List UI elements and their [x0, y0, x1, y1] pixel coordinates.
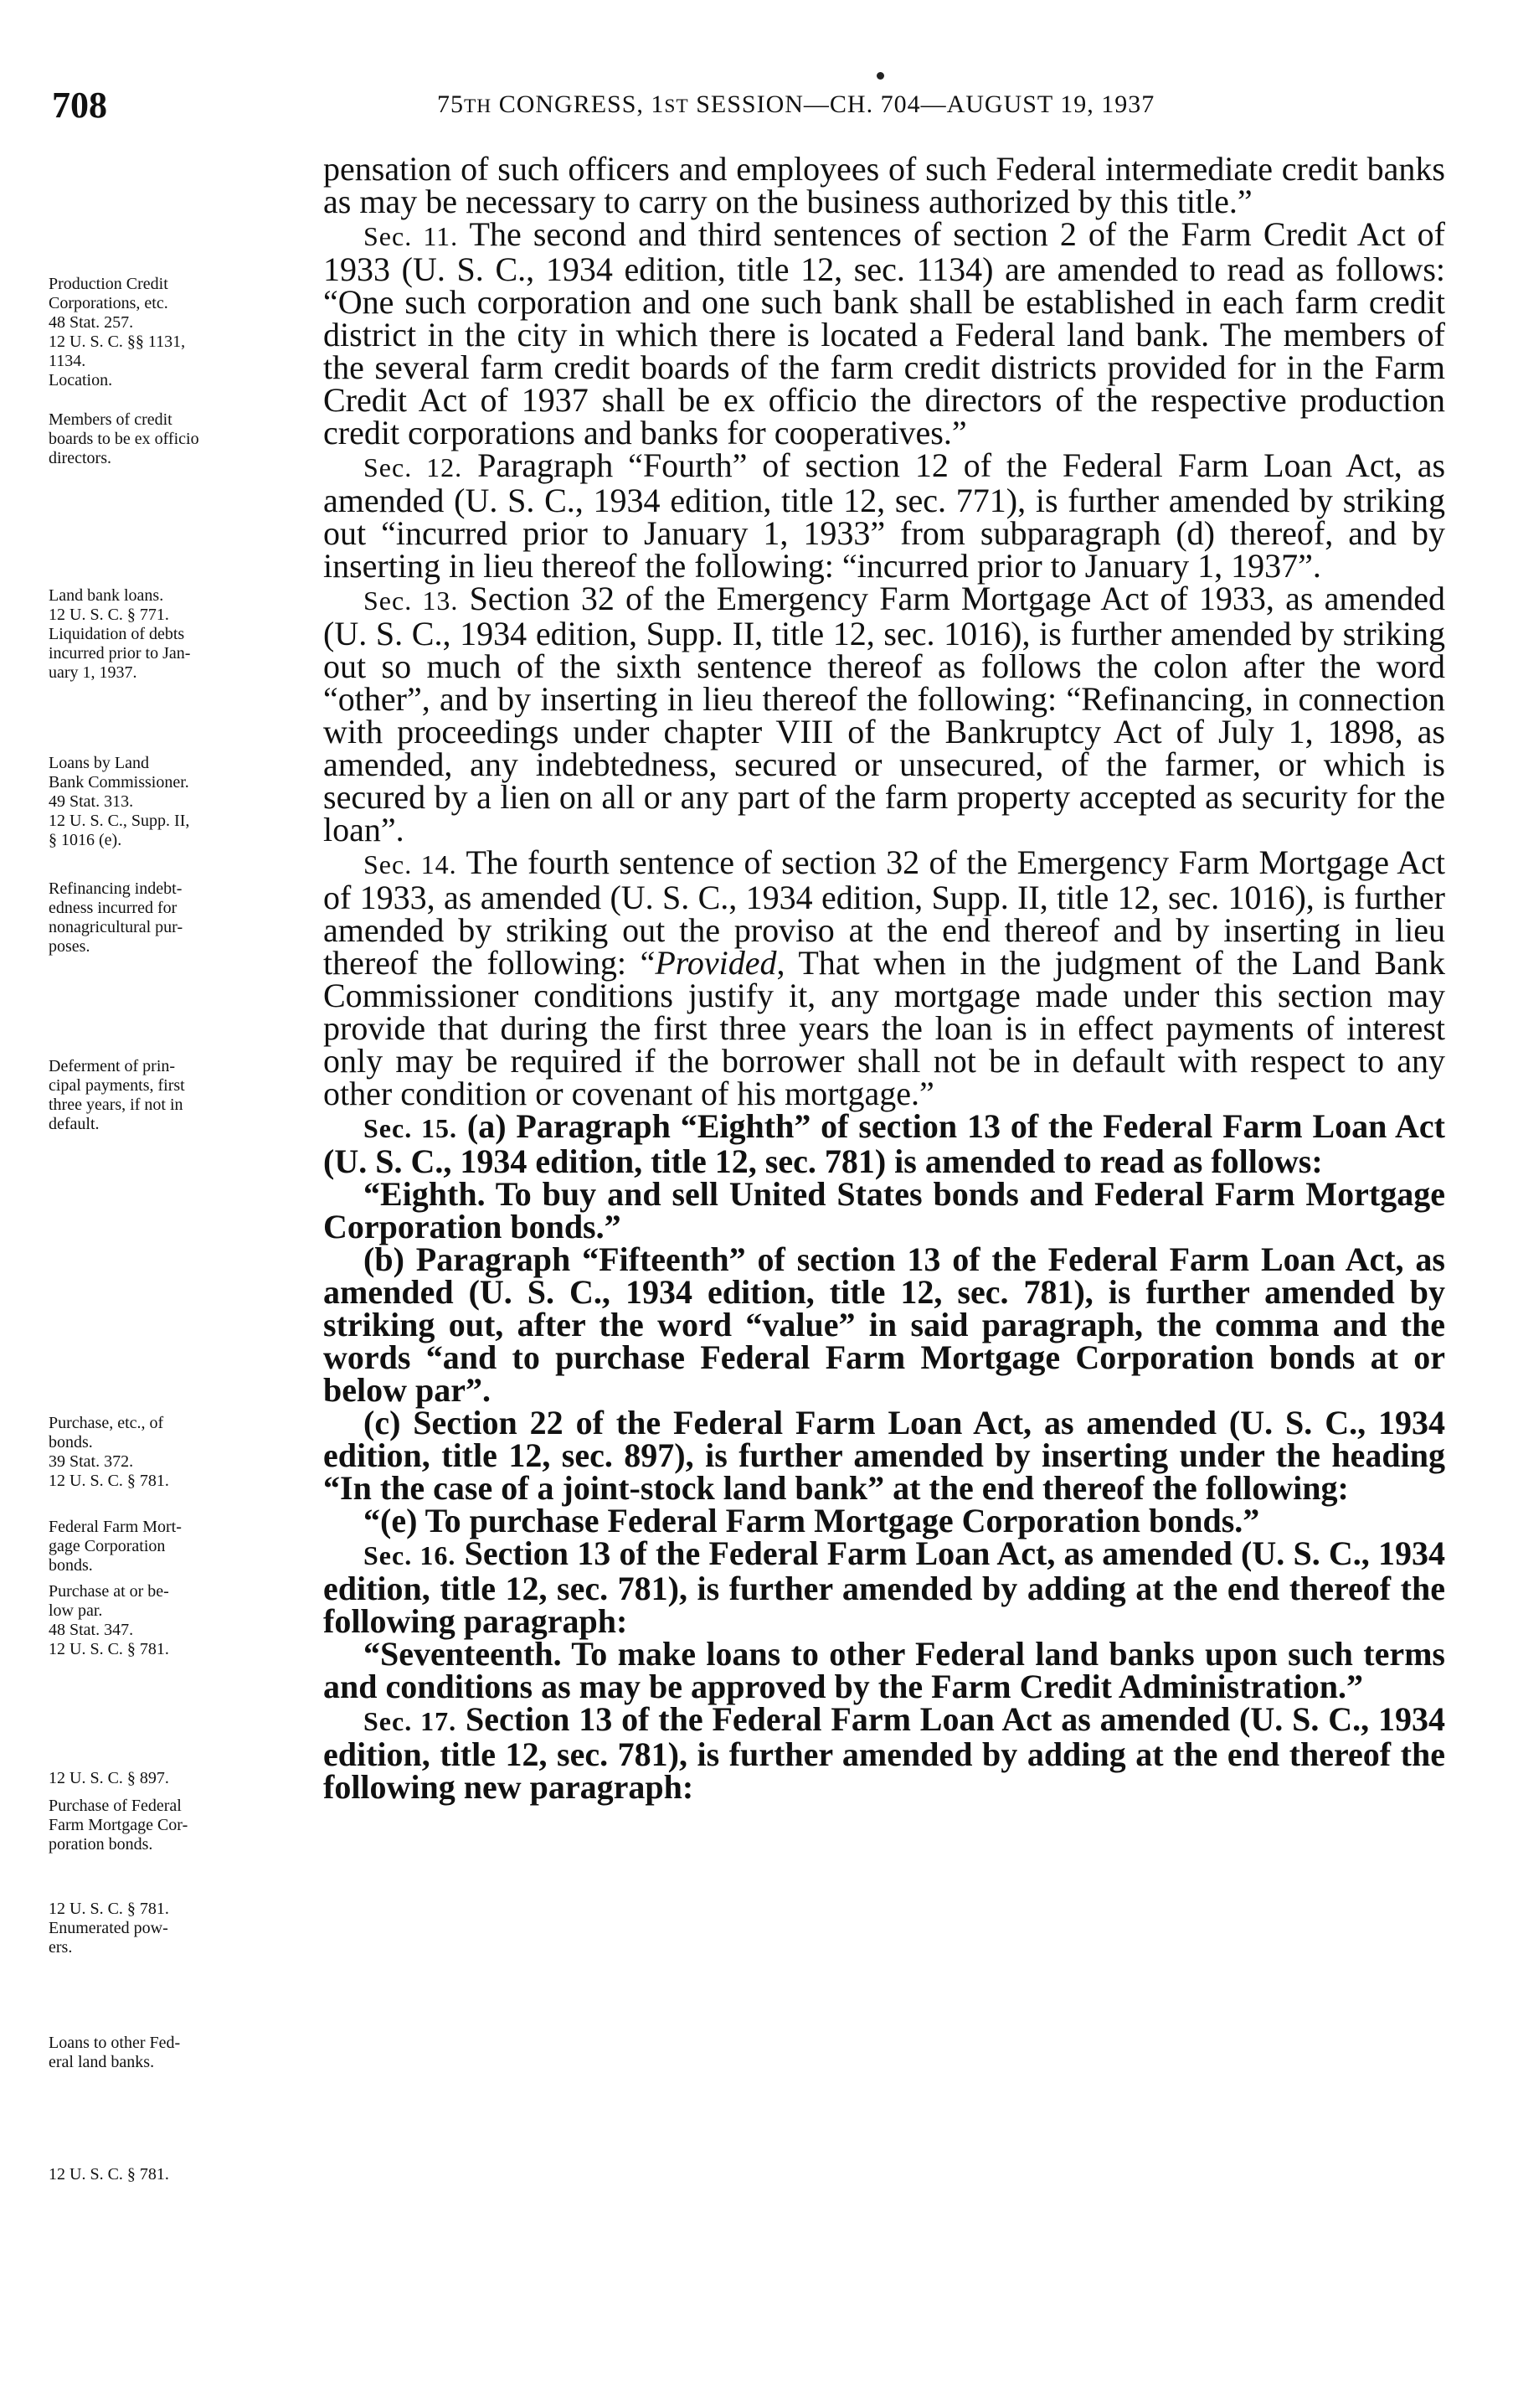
margin-note: Refinancing indebt- edness incurred for nonagricultural pur- poses. — [49, 879, 183, 956]
section-label: Sec. 11. — [363, 221, 459, 251]
section-15c-quote: “(e) To purchase Federal Farm Mortgage Corporation bonds.” — [363, 1502, 1260, 1539]
page-header — [52, 84, 1459, 134]
margin-note: 12 U. S. C. § 897. — [49, 1769, 169, 1787]
margin-note: Purchase at or be- low par. 48 Stat. 347. 12 U. S. C. § 781. — [49, 1582, 169, 1658]
section-label: Sec. 16. — [363, 1540, 456, 1570]
section-label: Sec. 14. — [363, 849, 457, 879]
section-12 — [323, 446, 1446, 585]
congress-sup: TH — [464, 95, 492, 117]
margin-note: Deferment of prin- cipal payments, first three years, if not in default. — [49, 1057, 185, 1133]
paragraph-continuation: pensation of such officers and employees of such Federal intermediate credit banks as may be necessary to carry on the business authorized by this title.” — [323, 150, 1445, 220]
section-label: Sec. 12. — [363, 452, 463, 482]
section-label: Sec. 17. — [363, 1706, 457, 1736]
section-15c: (c) Section 22 of the Federal Farm Loan Act, as amended (U. S. C., 1934 edition, title 12, sec. 897), is further amended by inserting under the heading “In the case of a joint-stock land bank” at the end thereof the following: — [323, 1404, 1445, 1507]
section-text: The fourth sentence of section 32 of the Emergency Farm Mortgage Act of 1933, as amended (U. S. C., 1934 edition, Supp. II, title 12, sec. 1016), is further amended by striking out the proviso at the end thereof and by inserting in lieu thereof the following: “ — [323, 843, 1446, 982]
print-dot-mark — [877, 72, 884, 80]
section-text: Section 13 of the Federal Farm Loan Act, as amended (U. S. C., 1934 edition, title 12, sec. 781), is further amended by adding at the end thereof the following paragraph: — [323, 1534, 1445, 1640]
margin-note: Loans by Land Bank Commissioner. 49 Stat. 313. 12 U. S. C., Supp. II, § 1016 (e). — [49, 754, 190, 849]
margin-note: Purchase of Federal Farm Mortgage Cor- poration bonds. — [49, 1797, 188, 1854]
section-text: The second and third sentences of section 2 of the Farm Credit Act of 1933 (U. S. C., 1934 edition, title 12, sec. 1134) are amended to read as follows: “One such corporation and one such bank shall be established in each farm credit district in the city in which there is located a Federal land bank. The members of the several farm credit boards of the farm credit districts provided for in the Farm Credit Act of 1937 shall be ex officio the directors of the respective production credit corporations and banks for cooperatives.” — [323, 215, 1445, 451]
section-text: Section 32 of the Emergency Farm Mortgage Act of 1933, as amended (U. S. C., 1934 edition, Supp. II, title 12, sec. 1016), is further amended by striking out so much of the sixth sentence thereof as follows the colon after the word “other”, and by inserting in lieu thereof the following: “Refinancing, in connection with proceedings under chapter VIII of the Bankruptcy Act of July 1, 1898, as amended, any indebtedness, secured or unsecured, of the farmer, or which is secured by a lien on all or any part of the farm property accepted as security for the loan”. — [323, 580, 1446, 848]
margin-note: Members of credit boards to be ex officio directors. — [49, 410, 199, 467]
margin-note: Land bank loans. 12 U. S. C. § 771. Liquidation of debts incurred prior to Jan- uary 1, 1937. — [49, 586, 191, 682]
eighth-quote: “Eighth. To buy and sell United States bonds and Federal Farm Mortgage Corporation bonds.” — [323, 1175, 1445, 1245]
margin-note: 12 U. S. C. § 781. Enumerated pow- ers. — [49, 1900, 169, 1957]
margin-note: Purchase, etc., of bonds. 39 Stat. 372. 12 U. S. C. § 781. — [49, 1414, 169, 1490]
section-15b: (b) Paragraph “Fifteenth” of section 13 of the Federal Farm Loan Act, as amended (U. S. C., 1934 edition, title 12, sec. 781), is further amended by striking out, after the word “value” in said paragraph, the comma and the words “and to purchase Federal Farm Mortgage Corporation bonds at or below par”. — [323, 1240, 1445, 1409]
section-label: Sec. 13. — [363, 585, 459, 616]
congress-prefix: 75 — [437, 90, 464, 118]
section-text: , That when in the judgment of the Land Bank Commissioner conditions justify it, any mortgage made under this section may provide that during the first three years the loan is in effect payments of interest only may be required if the borrower shall not be in default with respect to any other condition or covenant of his mortgage.” — [323, 944, 1445, 1112]
main-text — [323, 150, 1446, 1806]
section-label: Sec. 15. — [363, 1113, 458, 1143]
section-17 — [323, 1700, 1446, 1806]
session-sup: ST — [664, 95, 689, 117]
running-head — [437, 90, 1155, 119]
margin-note: Loans to other Fed- eral land banks. — [49, 2034, 181, 2071]
page-number: 708 — [52, 85, 107, 126]
session-rest: SESSION—CH. 704—AUGUST 19, 1937 — [688, 90, 1155, 118]
margin-note: 12 U. S. C. § 781. — [49, 2165, 169, 2184]
section-text: (a) Paragraph “Eighth” of section 13 of the Federal Farm Loan Act (U. S. C., 1934 edition, title 12, sec. 781) is amended to read as follows: — [323, 1107, 1445, 1180]
section-13 — [323, 582, 1445, 846]
margin-note: Federal Farm Mort- gage Corporation bonds. — [49, 1518, 182, 1575]
section-11 — [323, 215, 1445, 451]
provided-term: Provided — [655, 944, 777, 982]
section-16 — [323, 1534, 1445, 1640]
section-14 — [323, 843, 1446, 1112]
section-text: Paragraph “Fourth” of section 12 of the Federal Farm Loan Act, as amended (U. S. C., 1934 edition, title 12, sec. 771), is further amended by striking out “incurred prior to January 1, 1933” from subparagraph (d) thereof, and by inserting in lieu thereof the following: “incurred prior to January 1, 1937”. — [323, 446, 1446, 585]
margin-note: Production Credit Corporations, etc. 48 Stat. 257. 12 U. S. C. §§ 1131, 1134. Location. — [49, 275, 186, 389]
section-15a — [323, 1107, 1445, 1180]
section-text: Section 13 of the Federal Farm Loan Act as amended (U. S. C., 1934 edition, title 12, sec. 781), is further amended by adding at the end thereof the following new paragraph: — [323, 1700, 1446, 1806]
congress-word: CONGRESS, 1 — [491, 90, 665, 118]
seventeenth-quote: “Seventeenth. To make loans to other Federal land banks upon such terms and conditions as may be approved by the Farm Credit Administration.” — [323, 1635, 1445, 1705]
